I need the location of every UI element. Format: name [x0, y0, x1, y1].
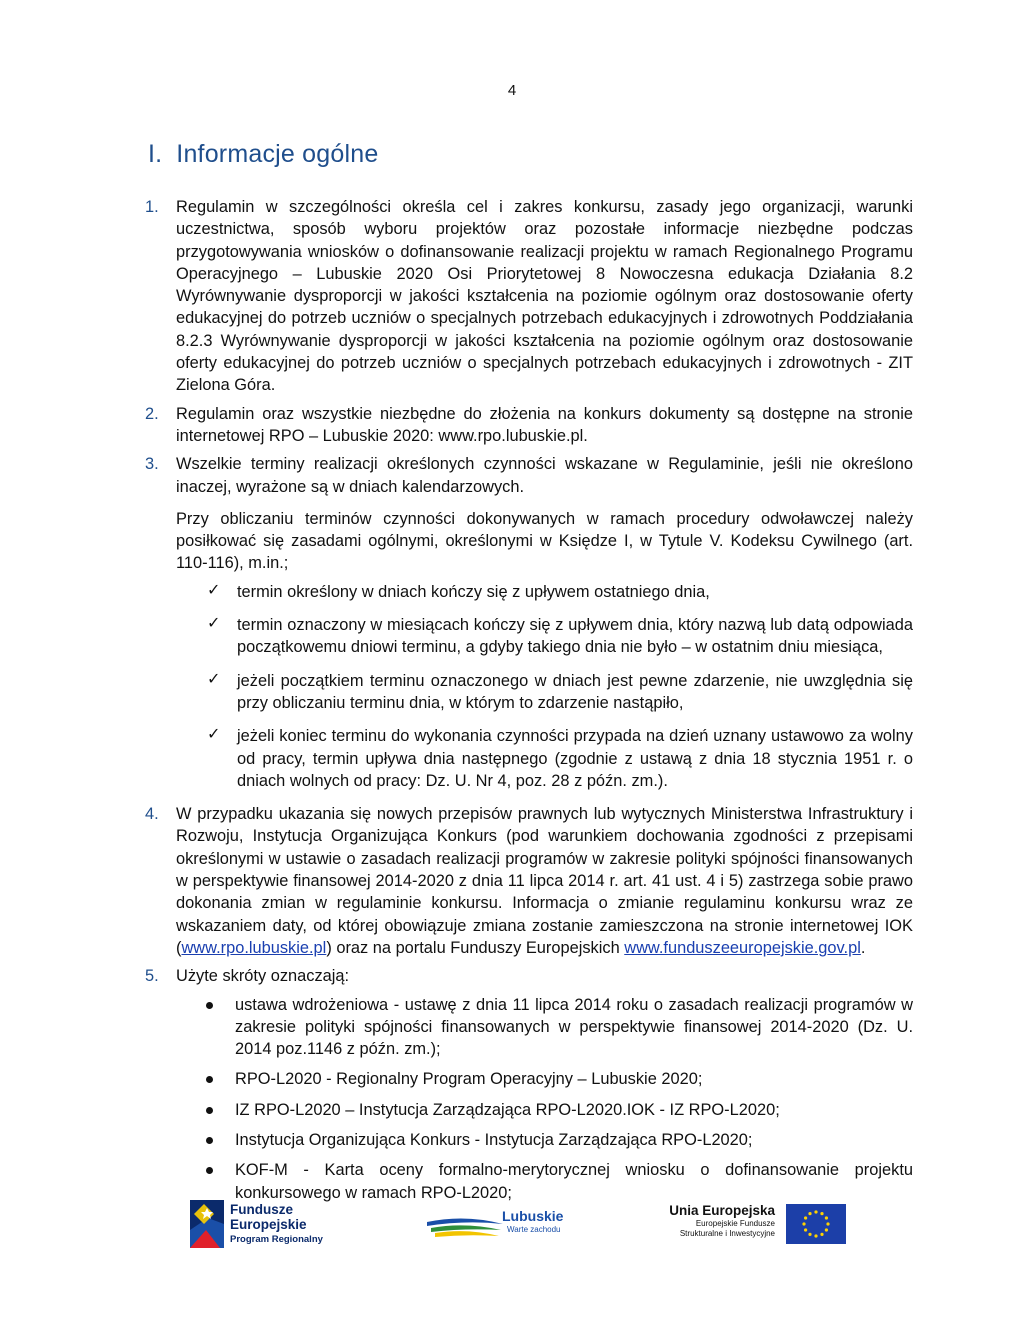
item-text: Regulamin w szczególności określa cel i zakres konkursu, zasady jego organizacji, warunki uczestnictwa, sposób wyboru projektów oraz pozostałe informacje niezbędne podczas przygotowywania wniosków o dofinansowanie realizacji projektu w ramach Regionalnego Programu Operacyjnego – Lubuskie 2020 Osi Priorytetowej 8 Nowoczesna edukacja Działania 8.2 Wyrównywanie dysproporcji w jakości kształcenia na poziomie ogólnym oraz dostosowanie oferty edukacyjnej do potrzeb uczniów o specjalnych potrzebach edukacyjnych i zdrowotnych Poddziałania 8.2.3 Wyrównywanie dysproporcji w jakości kształcenia na poziomie ogólnym oraz dostosowanie oferty edukacyjnej do potrzeb uczniów o specjalnych potrzebach edukacyjnych i zdrowotnych - ZIT Zielona Góra.: [176, 198, 913, 395]
abbreviation-list: [176, 994, 913, 1204]
checkmark-list: [176, 581, 913, 792]
section-heading: [148, 140, 378, 169]
eu-flag-icon: [786, 1204, 846, 1244]
item-text: Użyte skróty oznaczają:: [176, 967, 350, 986]
abbreviation-text: IZ RPO-L2020 – Instytucja Zarządzająca RPO-L2020.IOK - IZ RPO-L2020;: [235, 1100, 780, 1119]
check-item: [176, 614, 913, 659]
lubuskie-logo: [425, 1208, 585, 1248]
unia-europejska-logo: [650, 1202, 850, 1252]
abbreviation-text: RPO-L2020 - Regionalny Program Operacyjny – Lubuskie 2020;: [235, 1070, 703, 1089]
checkmark-icon: ✓: [207, 615, 221, 633]
lubuskie-tagline: Warte zachodu: [507, 1225, 561, 1234]
numbered-list: [143, 196, 913, 1204]
item-number: 5.: [145, 967, 159, 986]
check-item-text: jeżeli początkiem terminu oznaczonego w dniach jest pewne zdarzenie, nie uwzględnia się przy obliczaniu terminu dnia, w którym to zdarzenie nastąpiło,: [237, 671, 913, 712]
abbreviation-text: ustawa wdrożeniowa - ustawę z dnia 11 lipca 2014 roku o zasadach realizacji programów w zakresie polityki spójności finansowanych w perspektywie finansowej 2014-2020 (Dz. U. 2014 poz.1146 z późn. zm.);: [235, 995, 913, 1059]
check-item: [176, 670, 913, 715]
item-paragraph: Przy obliczaniu terminów czynności dokonywanych w ramach procedury odwoławczej należy posiłkować się zasadami ogólnymi, określonymi w Księdze I, w Tytule V. Kodeksu Cywilnego (art. 110-116), m.in.;: [176, 509, 913, 573]
bullet-icon: [206, 1167, 213, 1174]
lubuskie-swoosh-icon: [425, 1212, 505, 1242]
checkmark-icon: ✓: [207, 581, 221, 599]
check-item-text: termin określony w dniach kończy się z upływem ostatniego dnia,: [237, 582, 710, 601]
ue-line-2: Europejskie Fundusze: [695, 1219, 775, 1228]
document-body: [143, 196, 913, 1212]
item-text-part: ) oraz na portalu Funduszy Europejskich: [326, 938, 625, 957]
item-text: Wszelkie terminy realizacji określonych czynności wskazane w Regulaminie, jeśli nie określono inaczej, wyrażone są w dniach kalendarzowych.: [176, 455, 913, 496]
item-number: 3.: [145, 455, 159, 474]
rpo-link[interactable]: www.rpo.lubuskie.pl: [181, 938, 327, 957]
check-item-text: termin oznaczony w miesiącach kończy się z upływem dnia, który nazwą lub datą odpowiada początkowemu dniowi terminu, a gdyby takiego dnia nie było – w ostatnim dniu miesiąca,: [237, 616, 913, 657]
item-text: Regulamin oraz wszystkie niezbędne do złożenia na konkurs dokumenty są dostępne na stronie internetowej RPO – Lubuskie 2020: www.rpo.lubuskie.pl.: [176, 404, 913, 445]
list-item-3: [143, 453, 913, 792]
abbreviation-text: KOF-M - Karta oceny formalno-merytorycznej wniosku o dofinansowanie projektu konkursowego w ramach RPO-L2020;: [235, 1161, 913, 1202]
checkmark-icon: ✓: [207, 726, 221, 744]
item-text-part: W przypadku ukazania się nowych przepisów prawnych lub wytycznych Ministerstwa Infrastruktury i Rozwoju, Instytucja Organizująca Konkurs (pod warunkiem dochowania zgodności z przepisami określonymi w ustawie o zasadach realizacji programów w zakresie polityki spójności finansowanych w perspektywie finansowej 2014-2020 z dnia 11 lipca 2014 r. art. 41 ust. 4 i 5) zastrzega sobie prawo dokonania zmian w regulaminie konkursu. Informacja o zmianie regulaminu konkursu wraz ze wskazaniem daty, od której obowiązuje zmiana zostanie zamieszczona na stronie internetowej IOK (: [176, 805, 913, 957]
abbreviation-item: [176, 1099, 913, 1121]
bullet-icon: [206, 1137, 213, 1144]
fundusze-europejskie-emblem-icon: [190, 1200, 224, 1248]
check-item: [176, 725, 913, 792]
bullet-icon: [206, 1002, 213, 1009]
abbreviation-item: [176, 1068, 913, 1090]
list-item-4: [143, 803, 913, 959]
lubuskie-name: Lubuskie: [502, 1208, 564, 1224]
ue-line-1: Unia Europejska: [669, 1203, 775, 1218]
list-item-1: [143, 196, 913, 397]
bullet-icon: [206, 1076, 213, 1083]
abbreviation-text: Instytucja Organizująca Konkurs - Instytucja Zarządzająca RPO-L2020;: [235, 1130, 753, 1149]
abbreviation-item: [176, 994, 913, 1061]
checkmark-icon: ✓: [207, 670, 221, 688]
ue-line-3: Strukturalne i Inwestycyjne: [679, 1229, 775, 1238]
section-title: Informacje ogólne: [176, 140, 379, 168]
list-item-2: [143, 403, 913, 448]
bullet-icon: [206, 1107, 213, 1114]
fe-line-3: Program Regionalny: [230, 1234, 323, 1245]
item-number: 1.: [145, 198, 159, 216]
item-text: [176, 803, 913, 959]
fundusze-link[interactable]: www.funduszeeuropejskie.gov.pl: [624, 938, 861, 957]
list-item-5: [143, 965, 913, 1204]
footer-logos: [0, 1196, 1024, 1256]
fundusze-europejskie-logo: [190, 1200, 360, 1250]
item-number: 4.: [145, 805, 159, 824]
item-number: 2.: [145, 404, 159, 423]
section-number: I.: [148, 140, 163, 168]
check-item: [176, 581, 913, 603]
check-item-text: jeżeli koniec terminu do wykonania czynności przypada na dzień uznany ustawowo za wolny od pracy, termin upływa dnia następnego (zgodnie z ustawą z dnia 18 stycznia 1951 r. o dniach wolnych od pracy: Dz. U. Nr 4, poz. 28 z późn. zm.).: [237, 727, 913, 790]
fe-line-2: Europejskie: [230, 1217, 307, 1232]
item-text-part: .: [860, 938, 866, 957]
fe-line-1: Fundusze: [230, 1202, 293, 1217]
abbreviation-item: [176, 1129, 913, 1151]
page-number: 4: [507, 82, 517, 99]
